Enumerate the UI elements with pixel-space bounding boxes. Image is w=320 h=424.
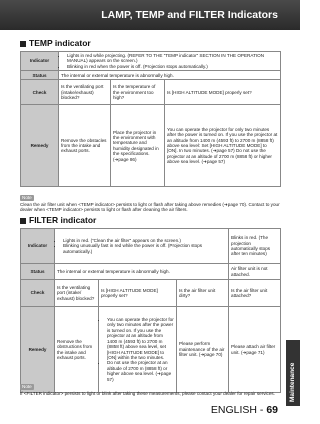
check-cell: Is [HIGH ALTITUDE MODE] properly set? bbox=[99, 280, 177, 307]
list-item: • Blinking in red when the power is off. (Projection stops automatically.) bbox=[67, 64, 278, 69]
check-cell: Is [HIGH ALTITUDE MODE] properly set? bbox=[165, 80, 281, 105]
note-text: Clean the air filter unit when <TEMP indicator> persists to light or flash after taking above remedies (➜page 70). Contact to your dealer when <TEMP indicator> persists to light or flash after cleaning the air filters. bbox=[20, 201, 280, 212]
table-row bbox=[21, 307, 281, 393]
filter-heading-text: FILTER indicator bbox=[29, 215, 97, 225]
section-tab-label: Maintenance bbox=[289, 362, 296, 402]
square-bullet-icon bbox=[20, 41, 26, 47]
remedy-cell: Place the projector in the environment with temperature and humidity designated in the specifications. (➜page 86) bbox=[111, 105, 165, 187]
row-label: Check bbox=[21, 280, 55, 307]
remedy-cell: Please perform maintenance of the air filter unit. (➜page 70) bbox=[177, 307, 229, 393]
page-footer bbox=[211, 404, 278, 416]
temp-heading bbox=[20, 38, 91, 48]
table-row bbox=[21, 105, 281, 187]
check-cell: Is the ventilating port (intake/ exhaust) blocked? bbox=[55, 280, 99, 307]
indicator-cell bbox=[55, 229, 229, 264]
check-cell: Is the ventilating port (intake/exhaust) blocked? bbox=[59, 80, 111, 105]
row-label: Remedy bbox=[21, 105, 59, 187]
list-item: • Blinking unusually fast in red while the power is off. (Projection stops automatically.) bbox=[63, 243, 226, 254]
list-item: • Lights in red while projecting. (REFER TO THE “TEMP indicator” SECTION IN THE OPERATION MANUAL) appears on the screen.) bbox=[67, 53, 278, 64]
section-tab bbox=[286, 340, 300, 406]
row-label: Check bbox=[21, 80, 59, 105]
check-cell: Is the air filter unit attached? bbox=[229, 280, 281, 307]
temp-heading-text: TEMP indicator bbox=[29, 38, 91, 48]
note-label: Note bbox=[22, 195, 32, 200]
note-text: If <FILTER indicator> persists to light or blink after taking these measurements, please contact your dealer for repair services. bbox=[20, 390, 275, 396]
table-row bbox=[21, 280, 281, 307]
table-row bbox=[21, 52, 281, 71]
header-title: LAMP, TEMP and FILTER Indicators bbox=[101, 9, 278, 21]
remedy-cell: Remove the obstacles from the intake and exhaust ports. bbox=[59, 105, 111, 187]
footer-prefix: ENGLISH - bbox=[210, 404, 267, 416]
indicator-cell bbox=[59, 52, 281, 71]
note-label: Note bbox=[22, 384, 32, 389]
row-label: Status bbox=[21, 264, 55, 280]
row-label: Indicator bbox=[21, 52, 59, 71]
list-item: • You can operate the projector for only two minutes after the power is turned on. If you use the projector at an altitude from 1400 m (4593 ft) to 2700 m (8858 ft) above sea level, set [HIGH ALTITUDE MODE] to [ON] within the two minutes. bbox=[107, 317, 174, 360]
status-cell-right: Air filter unit is not attached. bbox=[229, 264, 281, 280]
table-row bbox=[21, 229, 281, 264]
list-item: • Lights in red. (“Clean the air filter” appears on the screen.) bbox=[63, 238, 226, 243]
square-bullet-icon bbox=[20, 218, 26, 224]
page-number: 69 bbox=[266, 404, 278, 416]
status-cell: The internal or external temperature is abnormally high. bbox=[55, 264, 229, 280]
table-row bbox=[21, 80, 281, 105]
check-cell: Is the air filter unit dirty? bbox=[177, 280, 229, 307]
remedy-cell: Remove the obstructions from the intake and exhaust ports. bbox=[55, 307, 99, 393]
page-header bbox=[0, 0, 300, 30]
row-label: Remedy bbox=[21, 307, 55, 393]
row-label: Indicator bbox=[21, 229, 55, 264]
filter-heading bbox=[20, 215, 96, 225]
note-temp bbox=[20, 195, 282, 213]
status-cell: The internal or external temperature is abnormally high. bbox=[59, 71, 281, 80]
table-row bbox=[21, 264, 281, 280]
remedy-cell bbox=[99, 307, 177, 393]
table-row bbox=[21, 71, 281, 80]
note-filter bbox=[20, 384, 282, 396]
indicator-cell-right: Blinks in red. (The projection automatically stops after ten minutes) bbox=[229, 229, 281, 264]
filter-table bbox=[20, 228, 281, 393]
temp-table bbox=[20, 51, 281, 187]
row-label: Status bbox=[21, 71, 59, 80]
remedy-cell: You can operate the projector for only two minutes after the power is turned on. If you use the projector at an altitude from 1400 m (4593 ft) to 2700 m (8858 ft) above sea level: Set [HIGH ALTITUDE MODE] to [ON]. In two minutes. (➜page 57) Do not use the projector at an altitude of 2700 m (8858 ft) or higher above sea level. (➜page 57) bbox=[165, 105, 281, 187]
check-cell: Is the temperature of the environment too high? bbox=[111, 80, 165, 105]
list-item: • Do not use the projector at an altitude of 2700 m (8858 ft) or higher above sea level. (➜page 57) bbox=[107, 360, 174, 382]
remedy-cell: Please attach air filter unit. (➜page 71) bbox=[229, 307, 281, 393]
